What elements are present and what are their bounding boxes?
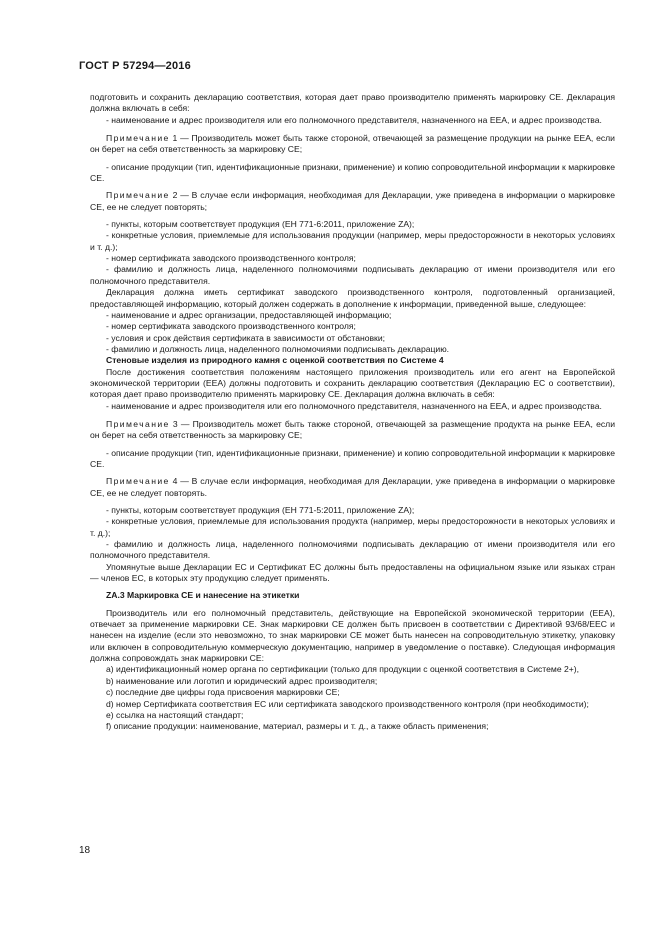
note-label: Примечание [106, 418, 170, 429]
list-item: - фамилию и должность лица, наделенного полномочиями подписывать декларацию от имени производителя или его полномочного представителя. [90, 264, 615, 286]
list-item: - наименование и адрес производителя или его полномочного представителя, назначенного на ЕЕА, и адрес производства. [106, 400, 602, 411]
paragraph: После достижения соответствия положениям настоящего приложения производитель или его агент на Европейской экономической территории (ЕЕА) должны подготовить и сохранить декларацию соответствия (Декларацию ЕС о соответствии), которая дает право производителю применять маркировку CE. Декларация должна включать в себя: [90, 366, 615, 400]
list-item: d) номер Сертификата соответствия ЕС или сертификата заводского производственного контроля (при необходимости); [106, 698, 589, 709]
list-item: - описание продукции (тип, идентификационные признаки, применение) и копию сопроводительной информации к маркировке CE. [90, 161, 615, 184]
list-item: - условия и срок действия сертификата в зависимости от обстановки; [106, 332, 386, 343]
note-2 [90, 190, 615, 213]
note-text: 3 — Производитель может быть также стороной, отвечающей за размещение продукта на рынке ЕЕА, если он берет на себя ответственность за маркировку CE; [90, 418, 615, 441]
note-label: Примечание [106, 476, 170, 487]
paragraph: Упомянутые выше Декларации ЕС и Сертификат ЕС должны быть предоставлены на официальном языке или языках стран — членов ЕС, в которых эту продукцию следует применять. [90, 561, 615, 584]
list-item: - наименование и адрес производителя или его полномочного представителя, назначенного на ЕЕА, и адрес производства. [106, 114, 602, 125]
paragraph: Производитель или его полномочный представитель, действующие на Европейской экономической территории (ЕЕА), отвечает за применение маркировки CE. Знак маркировки CE должен быть присвоен в соответствии с Директивой 93/68/ЕЕС и нанесен на изделие (если это невозможно, то знак маркировки CE может быть нанесен на сопроводительную этикетку, упаковку или включен в сопроводительную коммерческую документацию, например в уведомление о поставке). Следующая информация должна сопровождать знак маркировки CE: [90, 607, 615, 664]
list-item: - наименование и адрес организации, предоставляющей информацию; [106, 309, 392, 320]
note-text: 4 — В случае если информация, необходимая для Декларации, уже приведена в информации о маркировке CE, ее не следует повторять. [90, 476, 615, 498]
list-item: c) последние две цифры года присвоения маркировки CE; [106, 687, 340, 698]
section-heading: Стеновые изделия из природного камня с оценкой соответствия по Системе 4 [106, 355, 444, 366]
note-label: Примечание [106, 133, 170, 144]
note-4 [90, 476, 615, 499]
list-item: a) идентификационный номер органа по сертификации (только для продукции с оценкой соответствия в Системе 2+), [106, 664, 580, 675]
list-item: - пункты, которым соответствует продукция (ЕН 771-6:2011, приложение ZA); [106, 219, 415, 230]
list-item: e) ссылка на настоящий стандарт; [106, 709, 244, 720]
list-item: - конкретные условия, приемлемые для использования продукта (например, меры предосторожности в некоторых условиях и т. д.); [90, 516, 615, 538]
document-header: ГОСТ Р 57294—2016 [79, 60, 191, 72]
list-item: - конкретные условия, приемлемые для использования продукции (например, меры предосторожности в некоторых условиях и т. д.); [90, 230, 615, 252]
list-item: - номер сертификата заводского производственного контроля; [106, 253, 356, 264]
page-number: 18 [79, 845, 91, 856]
list-item: - фамилию и должность лица, наделенного полномочиями подписывать декларацию. [106, 343, 450, 354]
note-text: 1 — Производитель может быть также стороной, отвечающей за размещение продукции на рынке ЕЕА, если он берет на себя ответственность за маркировку CE; [90, 133, 615, 155]
list-item: - описание продукции (тип, идентификационные признаки, применение) и копию сопроводительной информации к маркировке CE. [90, 447, 615, 469]
note-1 [90, 133, 615, 156]
document-body [90, 92, 615, 733]
list-item: f) описание продукции: наименование, материал, размеры и т. д., а также область применения; [106, 721, 489, 732]
list-item: - фамилию и должность лица, наделенного полномочиями подписывать декларацию от имени производителя или его полномочного представителя. [90, 539, 615, 561]
note-3 [90, 419, 615, 442]
note-label: Примечание [106, 190, 170, 201]
paragraph: Декларация должна иметь сертификат заводского производственного контроля, подготовленный организацией, предоставляющей информацию, который должен содержать в дополнение к информации, приведенной выше, следующее: [90, 287, 615, 309]
list-item: - номер сертификата заводского производственного контроля; [106, 321, 356, 332]
list-item: - пункты, которым соответствует продукция (ЕН 771-5:2011, приложение ZA); [106, 505, 415, 515]
note-text: 2 — В случае если информация, необходимая для Декларации, уже приведена в информации о маркировке CE, ее не следует повторять; [90, 190, 615, 212]
section-heading: ZA.3 Маркировка CE и нанесение на этикетки [106, 590, 300, 601]
paragraph: подготовить и сохранить декларацию соответствия, которая дает право производителю применять маркировку CE. Декларация должна включать в себя: [90, 92, 615, 114]
list-item: b) наименование или логотип и юридический адрес производителя; [106, 675, 378, 686]
